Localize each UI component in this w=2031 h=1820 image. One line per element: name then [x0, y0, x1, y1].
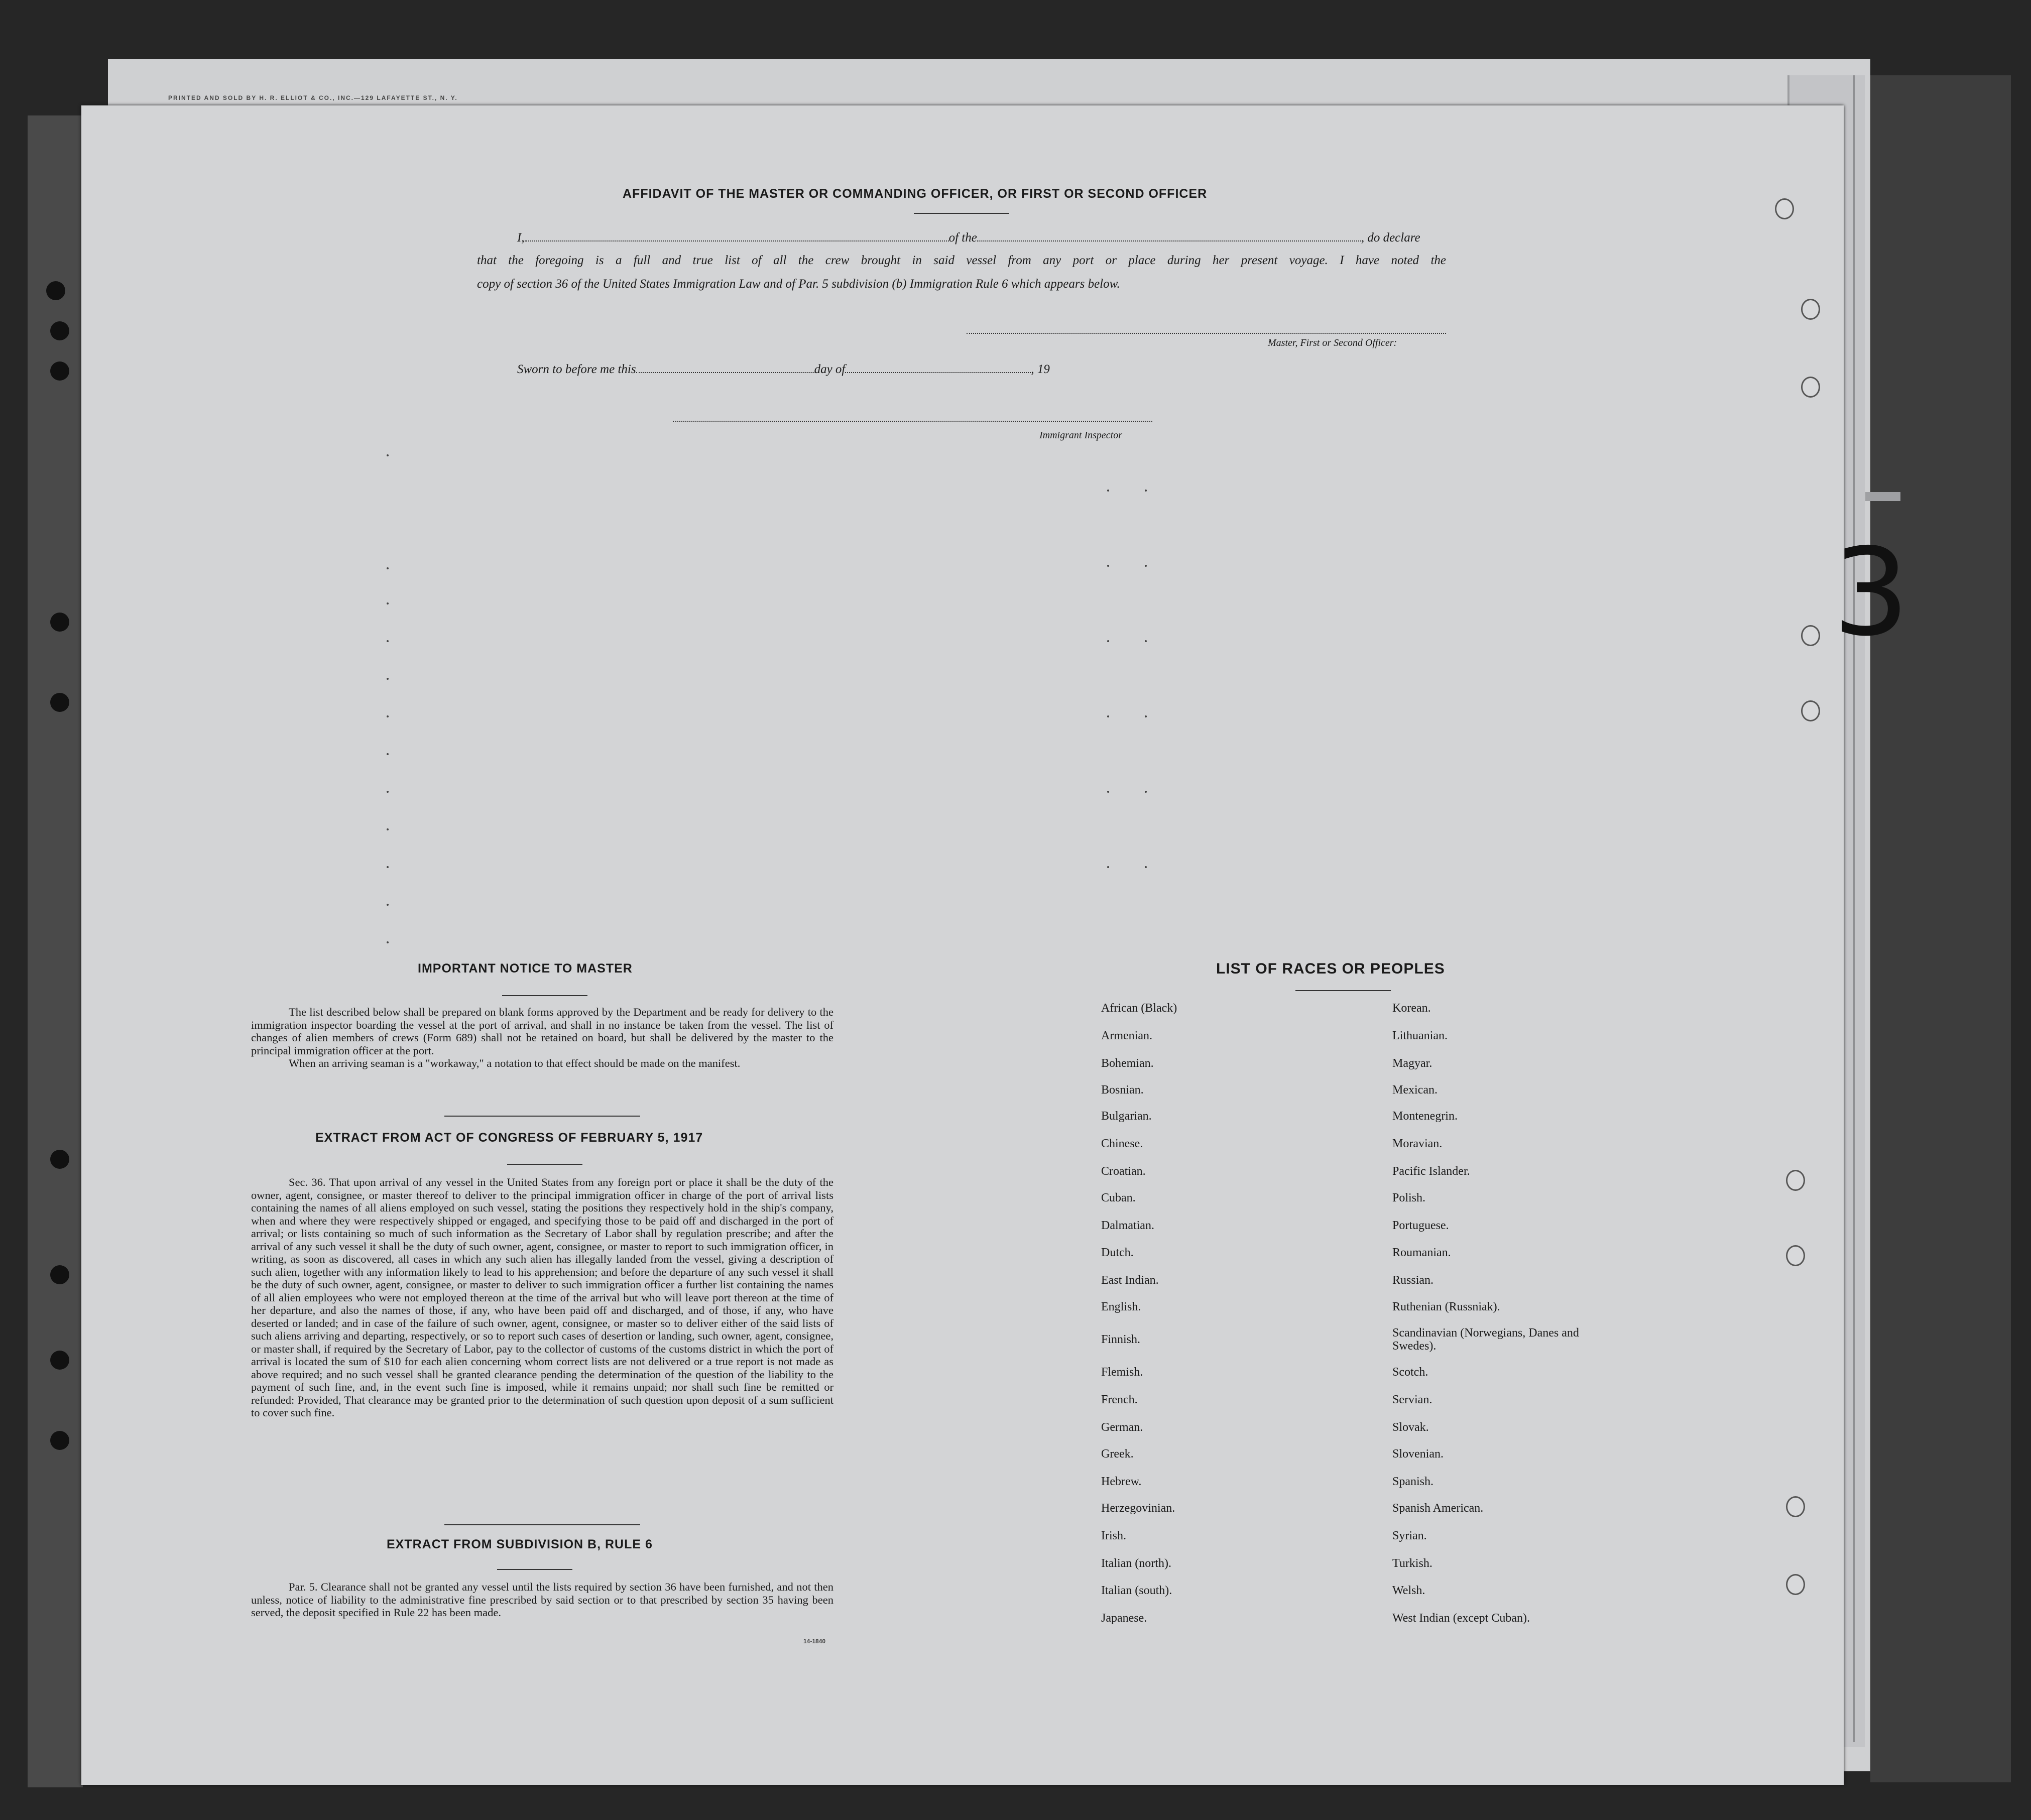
- affidavit-i: I,: [517, 231, 525, 245]
- affidavit-of-the: of the: [948, 231, 977, 245]
- inspector-signature-line: [673, 421, 1152, 422]
- affidavit-do-declare: , do declare: [1361, 231, 1420, 245]
- race-item: Bulgarian.: [1101, 1110, 1152, 1123]
- column-dot: [387, 941, 389, 943]
- binder-hole: [50, 613, 69, 632]
- affidavit-line-3: copy of section 36 of the United States Immigration Law and of Par. 5 subdivision (b) Immigration Rule 6 which appears below.: [477, 277, 1120, 291]
- race-item: Roumanian.: [1392, 1246, 1451, 1259]
- column-dot: [1107, 565, 1109, 567]
- affidavit-title: AFFIDAVIT OF THE MASTER OR COMMANDING OFFICER, OR FIRST OR SECOND OFFICER: [623, 187, 1208, 201]
- name-blank: [525, 235, 949, 241]
- race-item: Slovenian.: [1392, 1447, 1444, 1461]
- extract-rule-title: EXTRACT FROM SUBDIVISION B, RULE 6: [387, 1537, 653, 1551]
- column-dot: [387, 602, 389, 604]
- race-item: Portuguese.: [1392, 1219, 1449, 1232]
- binder-hole: [1786, 1170, 1805, 1191]
- race-item: Finnish.: [1101, 1333, 1141, 1346]
- column-dot: [1107, 791, 1109, 793]
- column-dot: [1107, 715, 1109, 717]
- column-dot: [387, 678, 389, 680]
- affidavit-line-1: [477, 231, 1420, 245]
- inspector-label: Immigrant Inspector: [1039, 430, 1122, 441]
- column-dot: [1145, 791, 1147, 793]
- handwritten-page-number: 3: [1833, 522, 1909, 663]
- vessel-blank: [977, 235, 1361, 241]
- race-item: Scandinavian (Norwegians, Danes and Swedes).: [1392, 1326, 1579, 1353]
- race-item: Syrian.: [1392, 1529, 1427, 1542]
- race-item: Moravian.: [1392, 1137, 1443, 1150]
- sworn-day-of: day of: [814, 362, 846, 376]
- race-item: West Indian (except Cuban).: [1392, 1612, 1530, 1625]
- race-item: Irish.: [1101, 1529, 1126, 1542]
- column-dot: [387, 828, 389, 830]
- form-number: 14-1840: [803, 1638, 826, 1645]
- race-item: Polish.: [1392, 1191, 1426, 1204]
- sworn-month-blank: [845, 367, 1031, 373]
- column-dot: [1107, 490, 1109, 492]
- race-item: Spanish American.: [1392, 1502, 1484, 1515]
- race-item: Herzegovinian.: [1101, 1502, 1175, 1515]
- extract-act-underline: [507, 1164, 582, 1165]
- notice-title: IMPORTANT NOTICE TO MASTER: [418, 961, 633, 976]
- race-item: Flemish.: [1101, 1366, 1143, 1379]
- race-item: Cuban.: [1101, 1191, 1136, 1204]
- column-dot: [1145, 640, 1147, 642]
- race-item: Bosnian.: [1101, 1083, 1144, 1097]
- races-underline: [1295, 990, 1391, 991]
- binder-hole: [50, 321, 69, 340]
- extract-rule-text: [251, 1581, 833, 1619]
- race-item: Dutch.: [1101, 1246, 1134, 1259]
- extract-rule-underline: [497, 1569, 572, 1570]
- race-item: Italian (south).: [1101, 1584, 1172, 1597]
- race-item: African (Black): [1101, 1002, 1177, 1015]
- edge-line: [1853, 75, 1855, 1742]
- race-item: German.: [1101, 1421, 1143, 1434]
- race-item: Welsh.: [1392, 1584, 1425, 1597]
- race-item: Bohemian.: [1101, 1057, 1154, 1070]
- column-dot: [1145, 565, 1147, 567]
- race-item: Servian.: [1392, 1393, 1432, 1406]
- column-dot: [387, 640, 389, 642]
- printer-imprint: PRINTED AND SOLD BY H. R. ELLIOT & CO., INC.—129 LAFAYETTE ST., N. Y.: [168, 94, 458, 101]
- race-item: Armenian.: [1101, 1029, 1152, 1042]
- binder-hole: [1801, 625, 1820, 646]
- right-edge-strip: [1870, 75, 2011, 1782]
- race-item: Ruthenian (Russniak).: [1392, 1300, 1500, 1313]
- race-item: Turkish.: [1392, 1557, 1432, 1570]
- race-item: Korean.: [1392, 1002, 1431, 1015]
- binder-hole: [1801, 299, 1820, 320]
- race-item: East Indian.: [1101, 1274, 1159, 1287]
- race-item: Italian (north).: [1101, 1557, 1171, 1570]
- sworn-prefix: Sworn to before me this: [517, 362, 636, 376]
- sworn-line: [517, 362, 1050, 377]
- race-item: Russian.: [1392, 1274, 1434, 1287]
- race-item: Spanish.: [1392, 1475, 1434, 1488]
- race-item: Greek.: [1101, 1447, 1134, 1461]
- extract-act-title: EXTRACT FROM ACT OF CONGRESS OF FEBRUARY 5, 1917: [315, 1131, 703, 1145]
- column-dot: [387, 715, 389, 717]
- sheet-tab: [1865, 492, 1900, 501]
- binder-hole: [50, 361, 69, 381]
- race-item: Dalmatian.: [1101, 1219, 1154, 1232]
- race-item: Lithuanian.: [1392, 1029, 1448, 1042]
- race-item: Slovak.: [1392, 1421, 1429, 1434]
- race-item: Croatian.: [1101, 1165, 1146, 1178]
- race-item: French.: [1101, 1393, 1138, 1406]
- column-dot: [387, 454, 389, 456]
- title-underline: [914, 213, 1009, 214]
- binder-hole: [46, 281, 65, 300]
- column-dot: [1107, 866, 1109, 868]
- sworn-day-blank: [636, 367, 814, 373]
- column-dot: [1145, 715, 1147, 717]
- races-title: LIST OF RACES OR PEOPLES: [1216, 960, 1445, 977]
- notice-paragraph-2: When an arriving seaman is a "workaway," a notation to that effect should be made on the manifest.: [289, 1057, 741, 1069]
- race-item: Montenegrin.: [1392, 1110, 1458, 1123]
- race-item: Japanese.: [1101, 1612, 1147, 1625]
- column-dot: [387, 791, 389, 793]
- column-dot: [1145, 866, 1147, 868]
- column-dot: [1145, 490, 1147, 492]
- extract-act-text: [251, 1176, 833, 1419]
- affidavit-line-2: that the foregoing is a full and true list of all the crew brought in said vessel from any port or place during her present voyage. I have noted the: [477, 254, 1446, 267]
- race-item: Chinese.: [1101, 1137, 1143, 1150]
- column-dot: [387, 753, 389, 755]
- section-divider: [444, 1116, 640, 1117]
- race-item: Pacific Islander.: [1392, 1165, 1470, 1178]
- column-dot: [387, 866, 389, 868]
- sworn-year: , 19: [1031, 362, 1050, 376]
- binder-hole: [1801, 377, 1820, 398]
- notice-underline: [502, 995, 587, 996]
- form-page: [81, 105, 1844, 1785]
- section-36-paragraph: Sec. 36. That upon arrival of any vessel in the United States from any foreign port or place it shall be the duty of the owner, agent, consignee, or master thereof to deliver to the principal immigration officer in charge of the port of arrival lists containing the names of all aliens employed on such vessel, stating the positions they respectively hold in the ship's company, when and where they were respectively shipped or engaged, and specifying those to be paid off and discharged in the port of arrival; or lists containing so much of such information as the Secretary of Labor shall by regulation prescribe; and after the arrival of any such vessel it shall be the duty of such owner, agent, consignee, or master to report to such immigration officer, in writing, as soon as discovered, all cases in which any such alien has illegally landed from the vessel, giving a description of such alien, together with any information likely to lead to his apprehension; and before the departure of any such vessel it shall be the duty of such owner, agent, consignee, or master to deliver to such immigration officer a further list containing the names of all alien employees who were not employed thereon at the time of the arrival but who will leave port thereon at the time of her departure, and also the names of those, if any, who have been paid off and discharged, and of those, if any, who have deserted or landed; and in case of the failure of such owner, agent, consignee, or master so to deliver either of the said lists of such aliens arriving and departing, respectively, or so to report such cases of desertion or landing, such owner, agent, consignee, or master shall, if required by the Secretary of Labor, pay to the collector of customs of the customs district in which the port of arrival is located the sum of $10 for each alien concerning whom correct lists are not delivered or a true report is not made as above required; and no such vessel shall be granted clearance pending the determination of the question of the liability to the payment of such fine, and, in the event such fine is imposed, while it remains unpaid; nor shall such fine be remitted or refunded: Provided, That clearance may be granted prior to the determination of such question upon deposit of a sum sufficient to cover such fine.: [251, 1176, 833, 1419]
- section-divider: [444, 1524, 640, 1525]
- binder-hole: [1801, 700, 1820, 721]
- binder-hole: [1775, 198, 1794, 219]
- race-item: Mexican.: [1392, 1083, 1438, 1097]
- binder-hole: [50, 1431, 69, 1450]
- binder-hole: [50, 1351, 69, 1370]
- notice-paragraph-1: The list described below shall be prepared on blank forms approved by the Department and be ready for delivery to the immigration inspector boarding the vessel at the port of arrival, and shall in no instance be taken from the vessel. The list of changes of alien members of crews (Form 689) shall not be retained on board, but shall be delivered by the master to the principal immigration officer at the port.: [251, 1006, 833, 1057]
- binder-hole: [1786, 1574, 1805, 1595]
- binder-hole: [1786, 1496, 1805, 1517]
- binder-hole: [50, 1265, 69, 1284]
- officer-signature-line: [967, 333, 1446, 334]
- column-dot: [387, 904, 389, 906]
- par-5-paragraph: Par. 5. Clearance shall not be granted any vessel until the lists required by section 36 have been furnished, and not then unless, notice of liability to the administrative fine prescribed by said section or to that prescribed by section 35 having been served, the deposit specified in Rule 22 has been made.: [251, 1581, 833, 1619]
- officer-signature-label: Master, First or Second Officer:: [1268, 337, 1397, 348]
- column-dot: [387, 567, 389, 569]
- race-item: English.: [1101, 1300, 1141, 1313]
- binder-hole: [1786, 1245, 1805, 1266]
- binder-hole: [50, 1150, 69, 1169]
- race-item: Magyar.: [1392, 1057, 1432, 1070]
- race-item: Scotch.: [1392, 1366, 1428, 1379]
- binder-hole: [50, 693, 69, 712]
- race-item: Hebrew.: [1101, 1475, 1142, 1488]
- column-dot: [1107, 640, 1109, 642]
- notice-text: [251, 1006, 833, 1070]
